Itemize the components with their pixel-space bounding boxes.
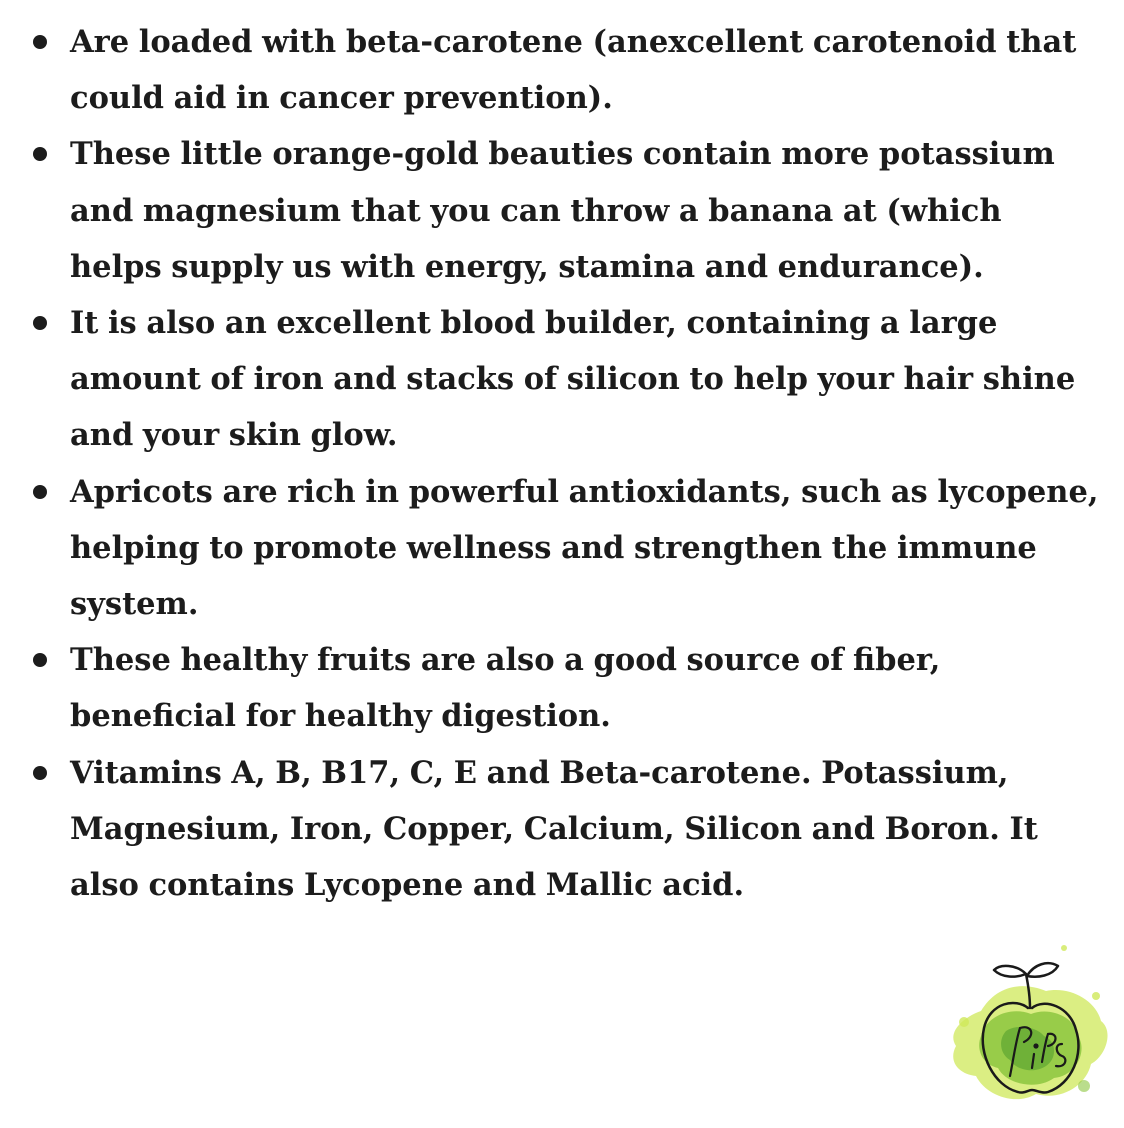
list-item-text: These healthy fruits are also a good source of fiber, beneficial for healthy digestion. [70,642,941,735]
bullet-dot [33,35,47,49]
bullet-dot [33,653,47,667]
list-item [30,745,1100,914]
list-item [30,295,1100,464]
list-item-text: Vitamins A, B, B17, C, E and Beta-carotene. Potassium, Magnesium, Iron, Copper, Calcium, Silicon and Boron. It also contains Lycopene and Mallic acid. [70,754,1038,904]
list-item [30,464,1100,633]
bullet-content [30,14,1100,913]
sprouting-apple-logo-icon [936,936,1116,1116]
list-item-text: These little orange-gold beauties contain more potassium and magnesium that you can throw a banana at (which helps supply us with energy, stamina and endurance). [70,136,1055,285]
bullet-dot [33,316,47,330]
watercolor-splash [953,945,1107,1099]
bullet-dot [33,766,47,780]
bullet-dot [33,147,47,161]
list-item [30,632,1100,744]
list-item [30,126,1100,295]
bullet-dot [33,485,47,499]
list-item-text: Are loaded with beta-carotene (anexcellent carotenoid that could aid in cancer prevention). [70,24,1077,117]
list-item [30,14,1100,126]
list-item-text: Apricots are rich in powerful antioxidants, such as lycopene, helping to promote wellness and strengthen the immune system. [70,473,1099,623]
list-item-text: It is also an excellent blood builder, containing a large amount of iron and stacks of silicon to help your hair shine and your skin glow. [70,305,1076,454]
pips-logo [936,936,1116,1116]
bullet-list [30,14,1100,913]
